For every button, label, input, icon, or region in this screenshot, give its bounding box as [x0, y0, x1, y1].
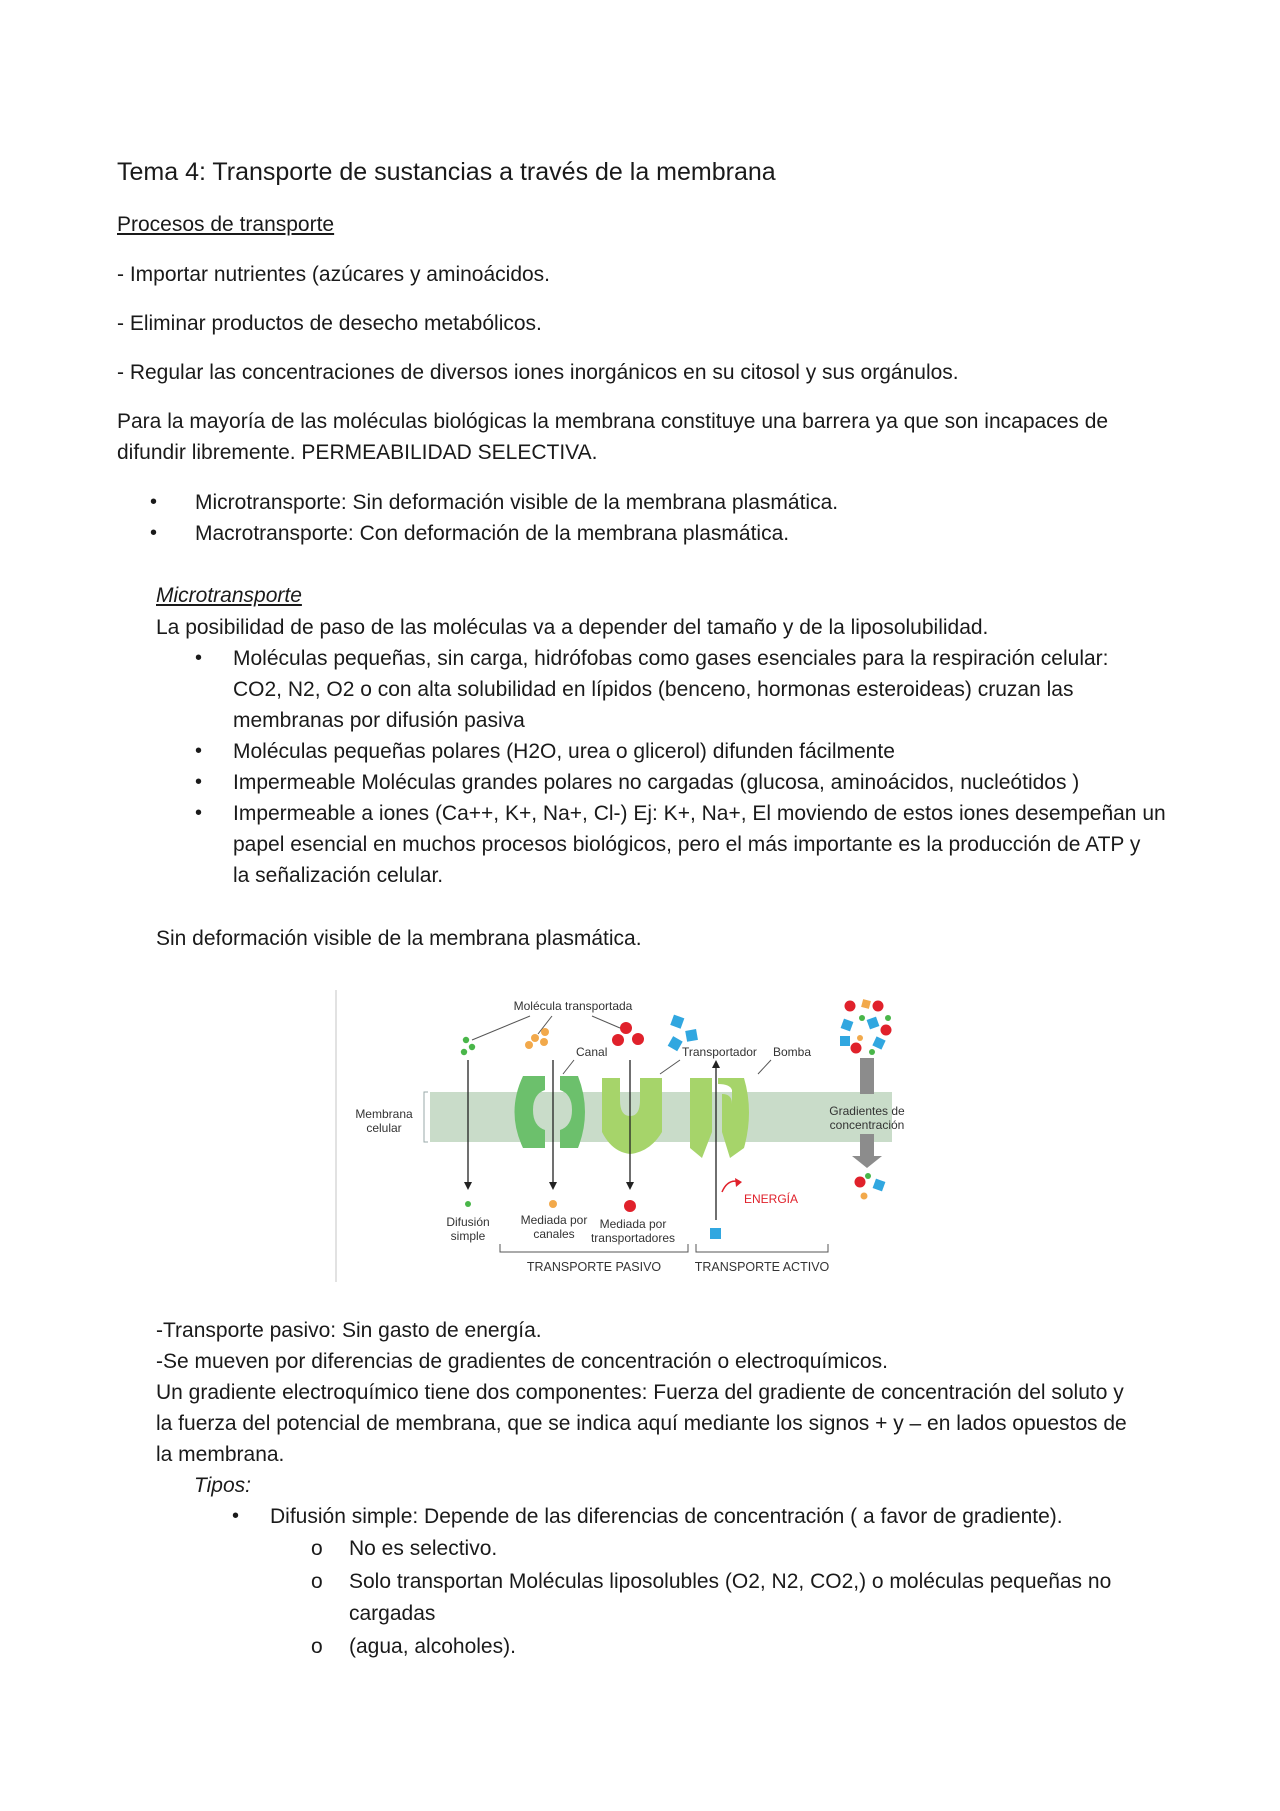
bottom-label: transportadores: [590, 1231, 676, 1245]
molecule-dot: [541, 1028, 549, 1036]
transporter-protein: [602, 1078, 662, 1154]
molecule-square: [668, 1036, 683, 1051]
paragraph-line: Para la mayoría de las moléculas biológicas la membrana constituye una barrera ya que son incapaces de: [117, 410, 1109, 433]
bullet-text: Difusión simple: Depende de las diferencias de concentración ( a favor de gradiente).: [270, 1505, 1063, 1528]
molecule-dot: [465, 1201, 471, 1207]
bullet-icon: •: [150, 491, 158, 513]
energy-label: ENERGÍA: [744, 1192, 799, 1206]
bottom-label: Mediada por: [599, 1217, 667, 1231]
molecule-square: [685, 1029, 698, 1042]
activo-label: TRANSPORTE ACTIVO: [694, 1260, 830, 1274]
bullet-icon: •: [150, 522, 158, 544]
paragraph-line: Sin deformación visible de la membrana plasmática.: [156, 927, 642, 950]
sub-bullet-icon: o: [311, 1635, 323, 1658]
molecule-dot: [540, 1038, 548, 1046]
bullet-icon: •: [195, 802, 203, 824]
section-heading-procesos: Procesos de transporte: [117, 213, 335, 236]
list-item: - Regular las concentraciones de diversos iones inorgánicos en su citosol y sus orgánulos.: [117, 361, 959, 384]
paragraph-line: La posibilidad de paso de las moléculas va a depender del tamaño y de la liposolubilidad.: [156, 616, 989, 639]
gradient-arrow: [852, 1156, 882, 1168]
molecule-square: [710, 1228, 721, 1239]
molecule-dot: [612, 1034, 624, 1046]
pump-right: [718, 1078, 749, 1158]
paragraph-line: la membrana.: [156, 1443, 285, 1466]
section-heading-microtransporte: Microtransporte: [156, 584, 302, 607]
sub-bullet-icon: o: [311, 1570, 323, 1593]
molecule-dot: [525, 1041, 533, 1049]
bullet-text: Impermeable Moléculas grandes polares no cargadas (glucosa, aminoácidos, nucleótidos ): [233, 771, 1080, 794]
bullet-text: papel esencial en muchos procesos biológicos, pero el más importante es la producción de ATP y: [233, 833, 1141, 856]
molecule-label: Molécula transportada: [513, 999, 633, 1013]
bullet-text: Macrotransporte: Con deformación de la membrana plasmática.: [195, 522, 790, 545]
gradient-bar: [860, 1058, 874, 1094]
sub-bullet-text: No es selectivo.: [349, 1537, 498, 1560]
membrane-label: Membrana: [355, 1107, 413, 1121]
pasivo-label: TRANSPORTE PASIVO: [526, 1260, 662, 1274]
page-title: Tema 4: Transporte de sustancias a través de la membrana: [117, 158, 776, 186]
bottom-label: simple: [450, 1229, 486, 1243]
bottom-label: Difusión: [446, 1215, 490, 1229]
paragraph-line: difundir libremente. PERMEABILIDAD SELECTIVA.: [117, 441, 598, 464]
list-item: - Eliminar productos de desecho metabólicos.: [117, 312, 542, 335]
paragraph-line: -Se mueven por diferencias de gradientes de concentración o electroquímicos.: [156, 1350, 888, 1373]
bullet-text: Moléculas pequeñas polares (H2O, urea o glicerol) difunden fácilmente: [233, 740, 895, 763]
bullet-text: Impermeable a iones (Ca++, K+, Na+, Cl-) Ej: K+, Na+, El moviendo de estos iones desempeñan un: [233, 802, 1166, 825]
paragraph-line: -Transporte pasivo: Sin gasto de energía.: [156, 1319, 542, 1342]
molecule-square: [670, 1015, 684, 1029]
bullet-text: CO2, N2, O2 o con alta solubilidad en lípidos (benceno, hormonas esteroideas) cruzan las: [233, 678, 1074, 701]
bullet-icon: •: [195, 771, 203, 793]
transport-figure: [330, 982, 990, 1287]
bullet-text: Microtransporte: Sin deformación visible de la membrana plasmática.: [195, 491, 839, 514]
molecule-dot: [469, 1044, 475, 1050]
paragraph-line: Un gradiente electroquímico tiene dos componentes: Fuerza del gradiente de concentración del soluto y: [156, 1381, 1124, 1404]
gradient-label: concentración: [829, 1118, 905, 1132]
list-item: - Importar nutrientes (azúcares y aminoácidos.: [117, 263, 551, 286]
bullet-icon: •: [232, 1505, 240, 1527]
molecule-dot: [632, 1033, 644, 1045]
canal-label: Canal: [576, 1045, 608, 1059]
membrane-label: celular: [366, 1121, 402, 1135]
bottom-label: canales: [533, 1227, 575, 1241]
sub-bullet-text: (agua, alcoholes).: [349, 1635, 516, 1658]
sub-bullet-text: cargadas: [349, 1602, 436, 1625]
bullet-text: membranas por difusión pasiva: [233, 709, 525, 732]
pump-left: [690, 1078, 712, 1158]
bullet-text: la señalización celular.: [233, 864, 444, 887]
molecule-dot: [549, 1200, 557, 1208]
sub-bullet-text: Solo transportan Moléculas liposolubles (O2, N2, CO2,) o moléculas pequeñas no: [349, 1570, 1112, 1593]
tipos-heading: Tipos:: [194, 1474, 252, 1497]
molecule-dot: [463, 1037, 469, 1043]
transportador-label: Transportador: [682, 1045, 757, 1059]
bottom-label: Mediada por: [520, 1213, 588, 1227]
membrane-bracket: [424, 1092, 428, 1142]
molecule-dot: [531, 1034, 539, 1042]
bullet-icon: •: [195, 647, 203, 669]
bullet-icon: •: [195, 740, 203, 762]
bomba-label: Bomba: [773, 1045, 812, 1059]
molecule-dot: [461, 1049, 467, 1055]
molecule-dot: [620, 1022, 632, 1034]
bullet-text: Moléculas pequeñas, sin carga, hidrófobas como gases esenciales para la respiración celular:: [233, 647, 1109, 670]
paragraph-line: la fuerza del potencial de membrana, que se indica aquí mediante los signos + y – en lados opuestos de: [156, 1412, 1127, 1435]
molecule-dot: [624, 1200, 636, 1212]
gradient-label: Gradientes de: [829, 1104, 905, 1118]
sub-bullet-icon: o: [311, 1537, 323, 1560]
